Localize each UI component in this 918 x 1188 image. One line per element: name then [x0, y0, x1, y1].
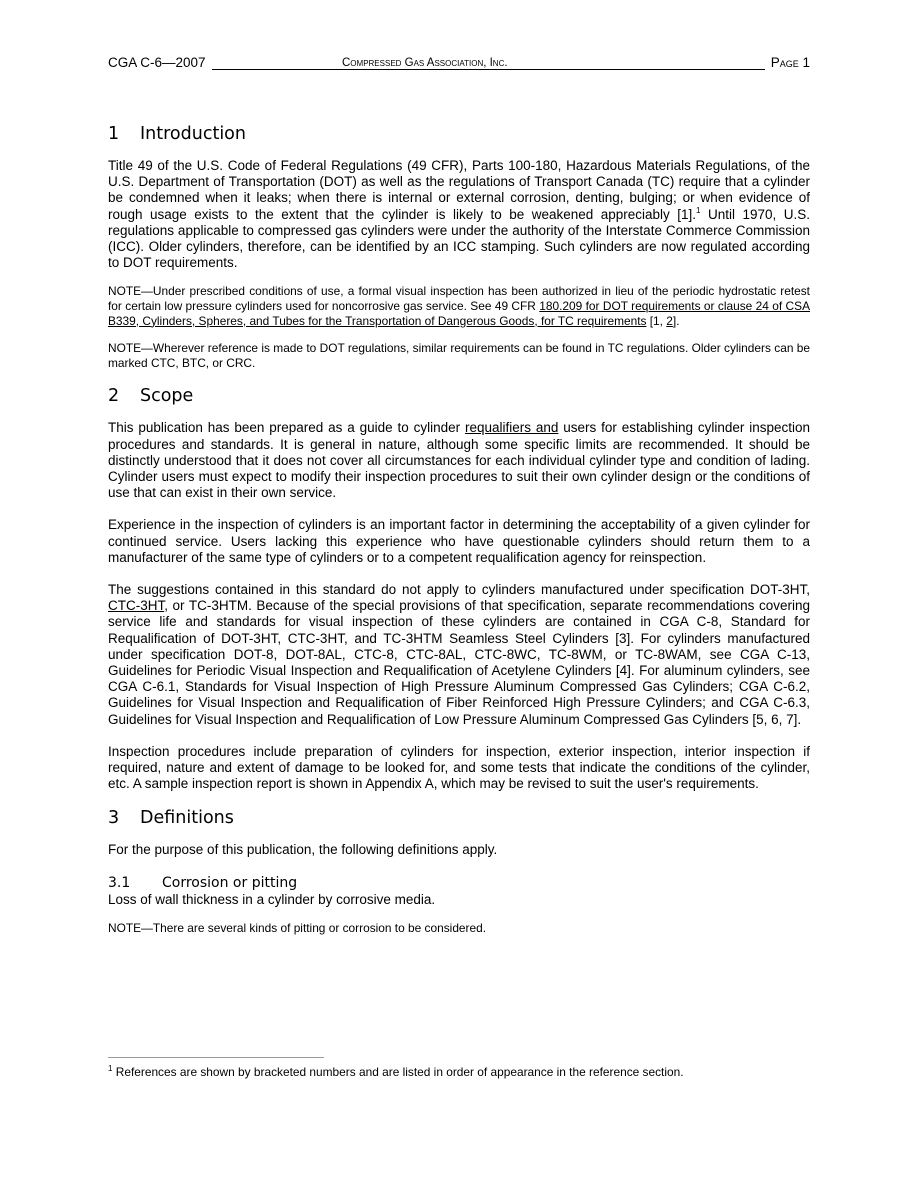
scope-paragraph-1: This publication has been prepared as a guide to cylinder requalifiers and users for establishing cylinder inspection procedures and standards. It is general in nature, although some specific limits are recommended. It should be distinctly understood that it does not cover all circumstances for each individual cylinder type and condition of lading. Cylinder users must expect to modify their inspection procedures to suit their own cylinder design or the conditions of use that can exist in their own service.: [108, 420, 810, 501]
reference-2-link[interactable]: 2: [666, 313, 673, 328]
footnote-ref[interactable]: 1: [696, 205, 701, 215]
section-heading-definitions: 3 Definitions: [108, 808, 234, 829]
scope-paragraph-3: The suggestions contained in this standard do not apply to cylinders manufactured under specification DOT-3HT, CTC-3HT, or TC-3HTM. Because of the special provisions of that specification, separate recommendations covering service life and standards for visual inspection of these cylinders are contained in CGA C-8, Standard for Requalification of DOT-3HT, CTC-3HT, and TC-3HTM Seamless Steel Cylinders [3]. For cylinders manufactured under specification DOT-8, DOT-8AL, CTC-8, CTC-8AL, CTC-8WC, TC-8WM, or TC-8WAM, see CGA C-13, Guidelines for Periodic Visual Inspection and Requalification of Acetylene Cylinders [4]. For aluminum cylinders, see CGA C-6.1, Standards for Visual Inspection of High Pressure Aluminum Compressed Gas Cylinders; CGA C-6.2, Guidelines for Visual Inspection and Requalification of Fiber Reinforced High Pressure Cylinders; and CGA C-6.3, Guidelines for Visual Inspection and Requalification of Low Pressure Aluminum Compressed Gas Cylinders [5, 6, 7].: [108, 582, 810, 727]
scope-paragraph-2: Experience in the inspection of cylinders is an important factor in determining the acceptability of a given cylinder for continued service. Users lacking this experience who have questionable cylinders should return them to a manufacturer of the same type of cylinders or to a competent requalification agency for reinspection.: [108, 517, 810, 565]
page-number: Page 1: [770, 55, 810, 70]
cfr-reference-link[interactable]: 180.209 for DOT requirements or clause 24 of CSA B339, Cylinders, Spheres, and Tubes for the Transportation of Dangerous Goods, for TC requirements: [108, 299, 810, 328]
footnote-divider: [108, 1057, 324, 1058]
ctc-3ht-link[interactable]: CTC-3HT: [108, 598, 165, 614]
section-heading-introduction: 1 Introduction: [108, 124, 246, 144]
section-heading-scope: 2 Scope: [108, 386, 194, 407]
footnote: [108, 1065, 810, 1080]
intro-note-1: NOTE—Under prescribed conditions of use, a formal visual inspection has been authorized in lieu of the periodic hydrostatic retest for certain low pressure cylinders used for noncorrosive gas service. See 49 CFR 180.209 for DOT requirements or clause 24 of CSA B339, Cylinders, Spheres, and Tubes for the Transportation of Dangerous Goods, for TC requirements [1, 2].: [108, 284, 810, 328]
corrosion-note: NOTE—There are several kinds of pitting or corrosion to be considered.: [108, 920, 487, 935]
page-body: [108, 122, 810, 935]
page-header: [108, 54, 810, 72]
scope-paragraph-4: Inspection procedures include preparation of cylinders for inspection, exterior inspection, interior inspection if required, nature and extent of damage to be looked for, and some tests that indicate the conditions of the cylinder, etc. A sample inspection report is shown in Appendix A, which may be revised to suit the user's requirements.: [108, 743, 810, 792]
footnote-mark: 1: [108, 1064, 113, 1073]
corrosion-definition: Loss of wall thickness in a cylinder by corrosive media.: [108, 891, 436, 907]
publisher-name: Compressed Gas Association, Inc.: [342, 57, 508, 69]
intro-note-2: NOTE—Wherever reference is made to DOT regulations, similar requirements can be found in TC regulations. Older cylinders can be marked CTC, BTC, or CRC.: [108, 341, 810, 370]
requalifiers-link[interactable]: requalifiers and: [464, 420, 559, 436]
subsection-heading-corrosion: 3.1 Corrosion or pitting: [108, 874, 298, 891]
intro-paragraph: Title 49 of the U.S. Code of Federal Regulations (49 CFR), Parts 100-180, Hazardous Materials Regulations, of the U.S. Department of Transportation (DOT) as well as the regulations of Transport Canada (TC) require that a cylinder be condemned when it leaks; when there is internal or external corrosion, denting, bulging; or when evidence of rough usage exists to the extent that the cylinder is likely to be weakened appreciably [1].$^1$ Until 1970, U.S. regulations applicable to compressed gas cylinders were under the authority of the Interstate Commerce Commission (ICC). Older cylinders, therefore, can be identified by an ICC stamping. Such cylinders are now regulated according to DOT requirements.: [108, 158, 810, 271]
definitions-intro: For the purpose of this publication, the following definitions apply.: [108, 842, 498, 858]
footnote-text: References are shown by bracketed numbers and are listed in order of appearance in the reference section.: [112, 1065, 684, 1079]
document-id: CGA C-6—2007: [108, 55, 206, 70]
